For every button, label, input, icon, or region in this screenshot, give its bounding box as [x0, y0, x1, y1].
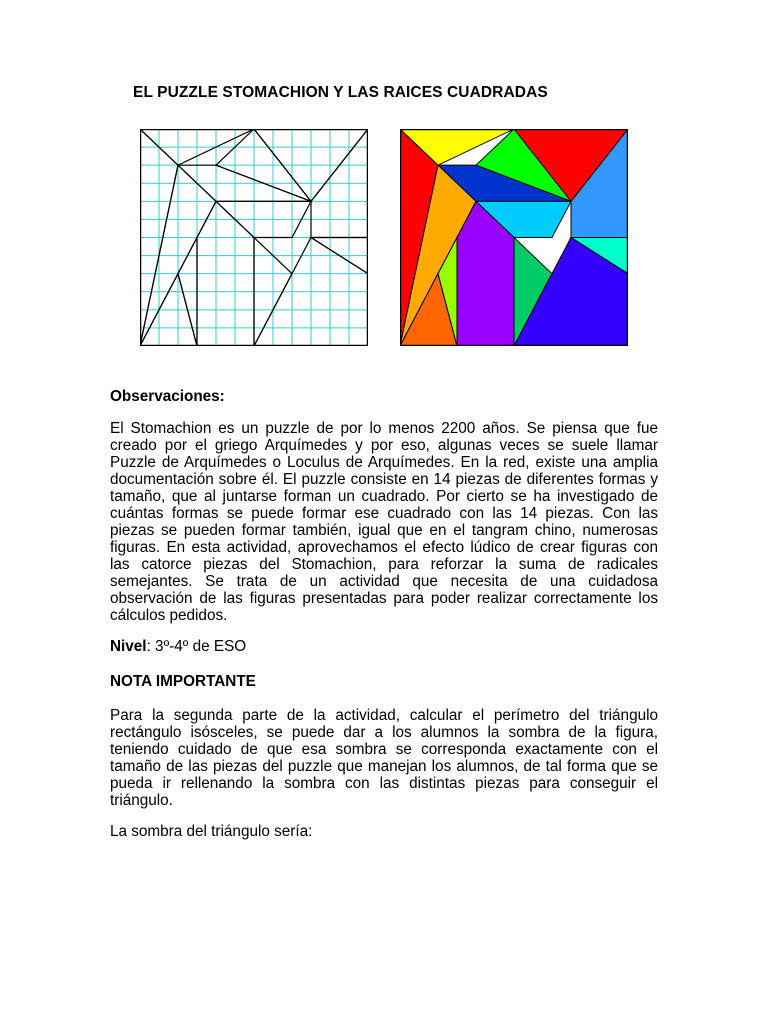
nivel-value: : 3º-4º de ESO: [146, 638, 247, 655]
observaciones-paragraph: [110, 420, 658, 624]
sombra-text: La sombra del triángulo sería:: [110, 823, 313, 840]
observaciones-text: El Stomachion es un puzzle de por lo menos 2200 años. Se piensa que fue creado por el griego Arquímedes y por eso, algunas veces se suele llamar Puzzle de Arquímedes o Loculus de Arquímedes. En la red, existe una amplia documentación sobre él. El puzzle consiste en 14 piezas de diferentes formas y tamaño, que al juntarse forman un cuadrado. Por cierto se ha investigado de cuántas formas se puede formar ese cuadrado con las 14 piezas. Con las piezas se pueden formar también, igual que en el tangram chino, numerosas figuras. En esta actividad, aprovechamos el efecto lúdico de crear figuras con las catorce piezas del Stomachion, para reforzar la suma de radicales semejantes. Se trata de un actividad que necesita de una cuidadosa observación de las figuras presentadas para poder realizar correctamente los cálculos pedidos.: [110, 420, 658, 624]
stomachion-grid-svg: [140, 129, 368, 346]
nivel-label: Nivel: [110, 638, 147, 655]
observaciones-heading: Observaciones:: [110, 388, 225, 405]
document-title: EL PUZZLE STOMACHION Y LAS RAICES CUADRADAS: [133, 84, 548, 101]
stomachion-color-figure: [400, 129, 628, 346]
stomachion-grid-figure: [140, 129, 368, 346]
nota-paragraph: [110, 707, 658, 809]
stomachion-color-svg: [400, 129, 628, 346]
nota-text: Para la segunda parte de la actividad, calcular el perímetro del triángulo rectángulo isósceles, se puede dar a los alumnos la sombra de la figura, teniendo cuidado de que esa sombra se corresponda exactamente con el tamaño de las piezas del puzzle que manejan los alumnos, de tal forma que se pueda ir rellenando la sombra con las distintas piezas para conseguir el triángulo.: [110, 707, 658, 809]
nivel-line: [110, 638, 658, 655]
nota-heading: NOTA IMPORTANTE: [110, 673, 256, 690]
